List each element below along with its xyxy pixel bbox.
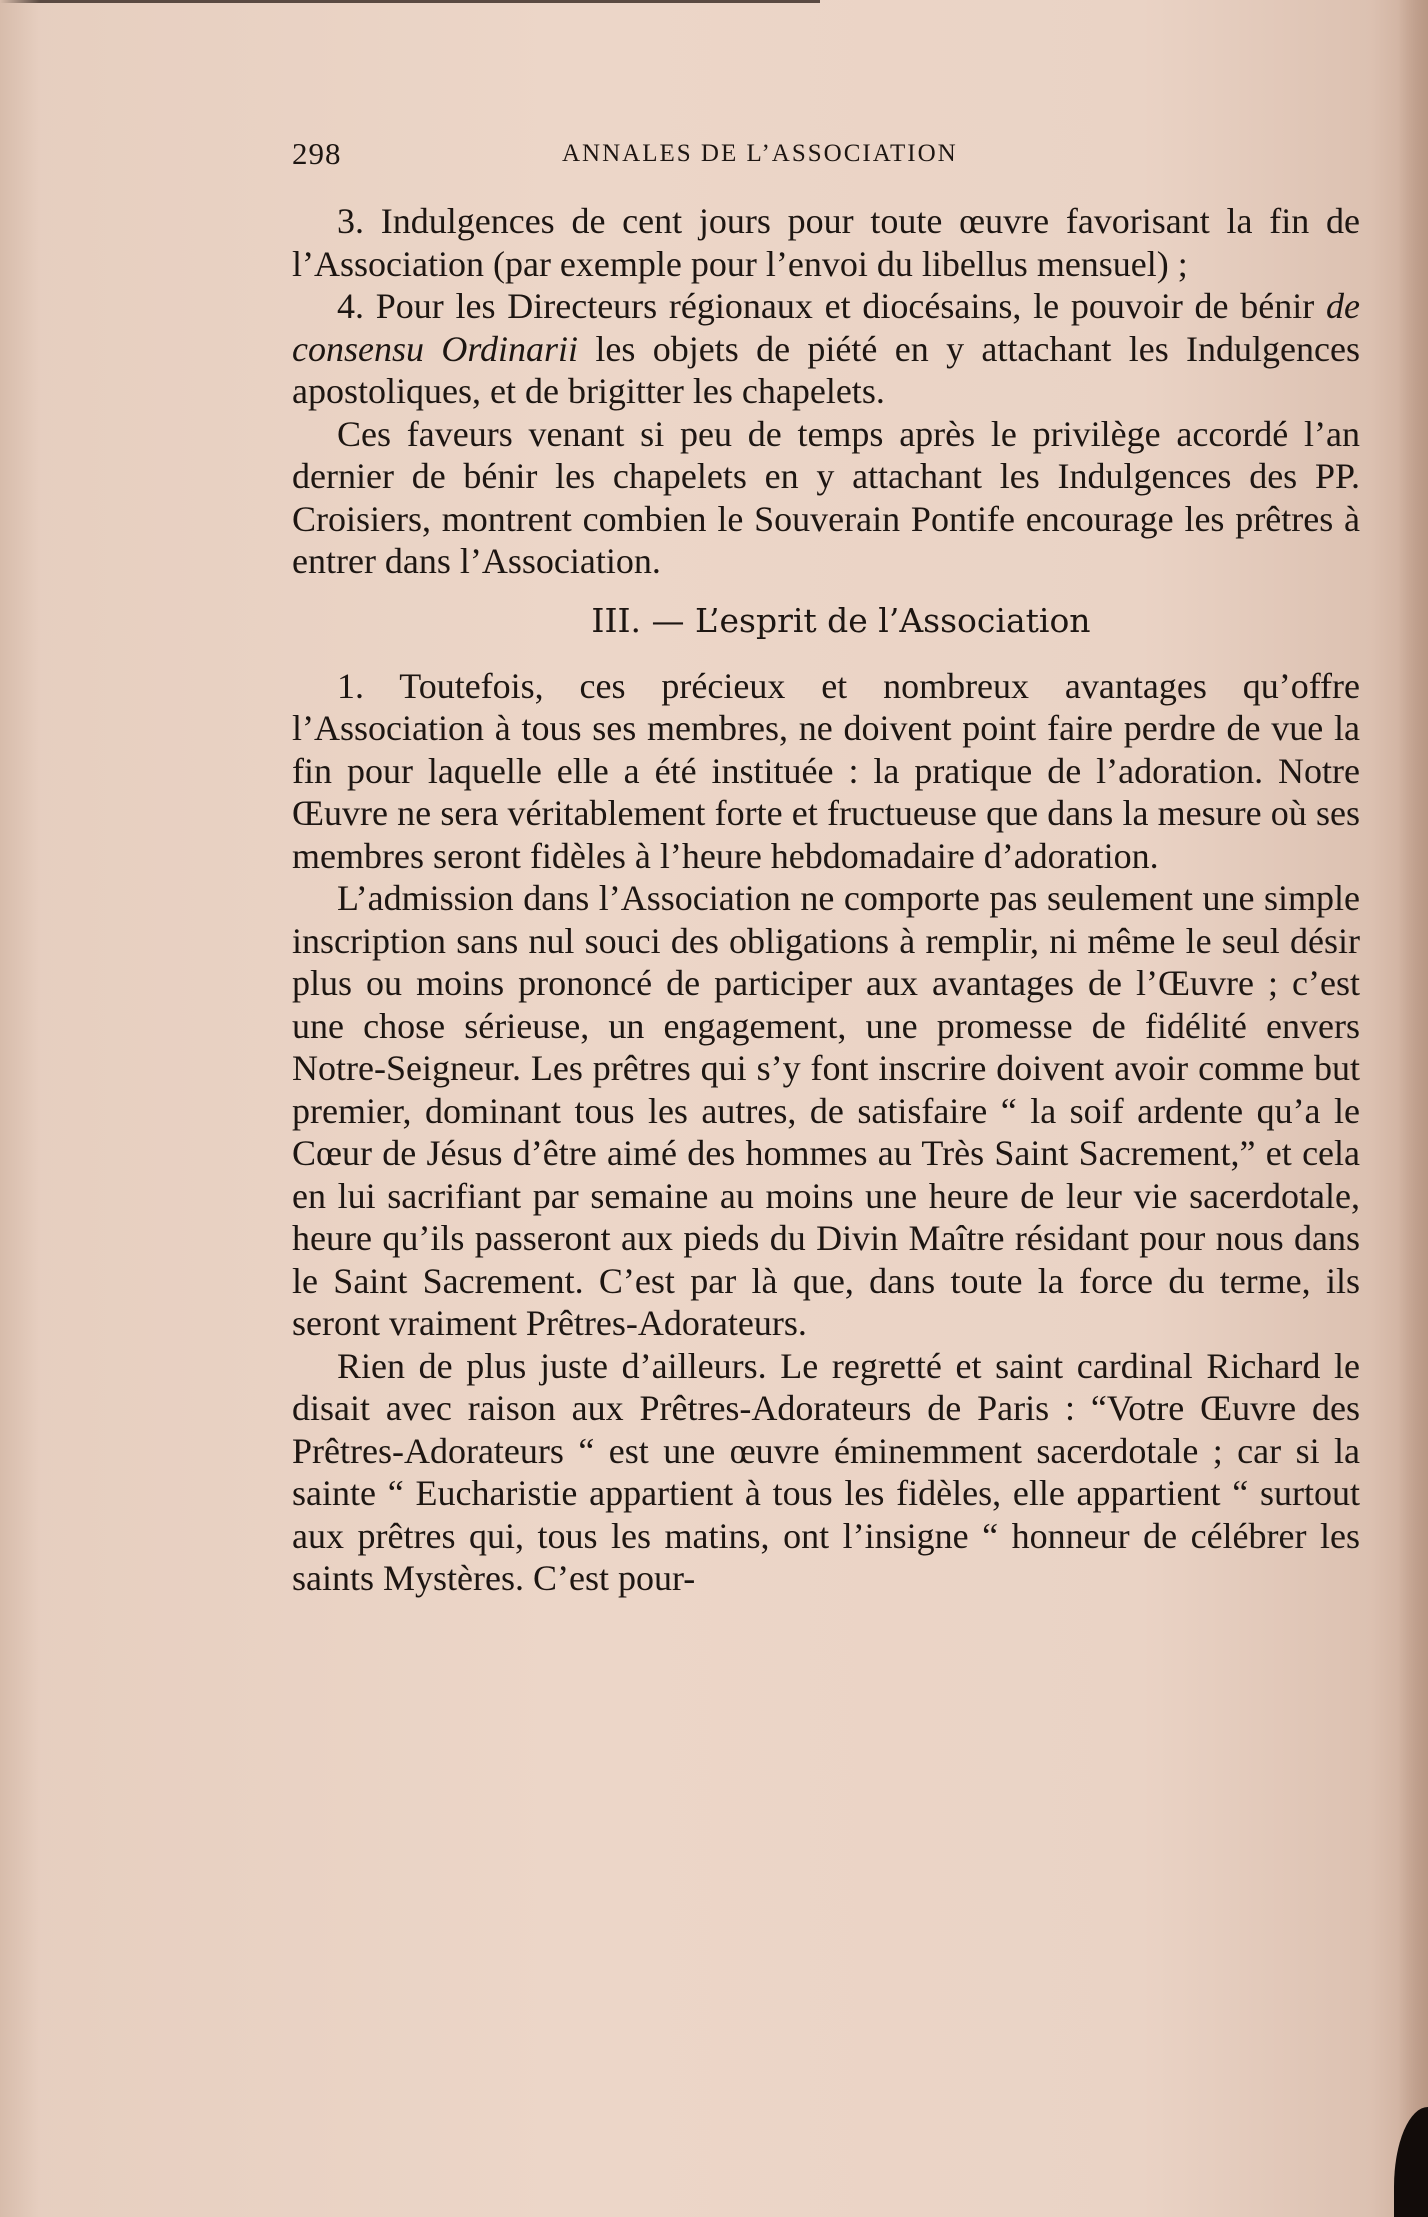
left-page-shadow [0, 0, 40, 2217]
running-header [292, 136, 1092, 180]
paragraph-quote: Rien de plus juste d’ailleurs. Le regretté et saint cardinal Richard le disait avec raison aux Prêtres-Adorateurs de Paris : “Votre Œuvre des Prêtres-Adorateurs “ est une œuvre éminemment sacerdotale ; car si la sainte “ Eucharistie appartient à tous les fidèles, elle appartient “ surtout aux prêtres qui, tous les matins, ont l’insigne “ honneur de célébrer les saints Mystères. C’est pour- [292, 1345, 1360, 1598]
body-text [292, 200, 1360, 1600]
paragraph-text: les objets de piété en y attachant les Indulgences apostoliques, et de brigitter les chapelets. [292, 328, 1360, 411]
paragraph-text: 4. Pour les Directeurs régionaux et diocésains, le pouvoir de bénir [337, 286, 1327, 326]
paragraph-admission: L’admission dans l’Association ne comporte pas seulement une simple inscription sans nul souci des obligations à remplir, ni même le seul désir plus ou moins prononcé de participer aux avantages de l’Œuvre ; c’est une chose sérieuse, un engagement, une promesse de fidélité envers Notre-Seigneur. Les prêtres qui s’y font inscrire doivent avoir comme but premier, dominant tous les autres, de satisfaire “ la soif ardente qu’a le Cœur de Jésus d’être aimé des hommes au Très Saint Sacrement,” et cela en lui sacrifiant par semaine au moins une heure de leur vie sacerdotale, heure qu’ils passeront aux pieds du Divin Maître résidant pour nous dans le Saint Sacrement. C’est par là que, dans toute la force du terme, ils seront vraiment Prêtres-Adorateurs. [292, 878, 1360, 1343]
top-edge-rule [0, 0, 820, 3]
paragraph-item-4 [292, 285, 1360, 413]
running-title: ANNALES DE L’ASSOCIATION [562, 140, 958, 167]
paragraph-item-3: 3. Indulgences de cent jours pour toute œuvre favorisant la fin de l’Association (par exemple pour l’envoi du libellus mensuel) ; [292, 201, 1360, 284]
page-number: 298 [292, 136, 342, 171]
right-page-edge [1398, 0, 1428, 2217]
paragraph-item-1: 1. Toutefois, ces précieux et nombreux avantages qu’offre l’Association à tous ses membres, ne doivent point faire perdre de vue la fin pour laquelle elle a été instituée : la pratique de l’adoration. Notre Œuvre ne sera véritablement forte et fructueuse que dans la mesure où ses membres seront fidèles à l’heure hebdomadaire d’adoration. [292, 665, 1360, 876]
latin-phrase: de consensu Ordinarii [292, 286, 1360, 369]
paragraph-favors: Ces faveurs venant si peu de temps après le privilège accordé l’an dernier de bénir les chapelets en y attachant les Indulgences des PP. Croisiers, montrent combien le Souverain Pontife encourage les prêtres à entrer dans l’Association. [292, 413, 1360, 581]
section-heading: III. — L’esprit de l’Association [591, 600, 1091, 640]
